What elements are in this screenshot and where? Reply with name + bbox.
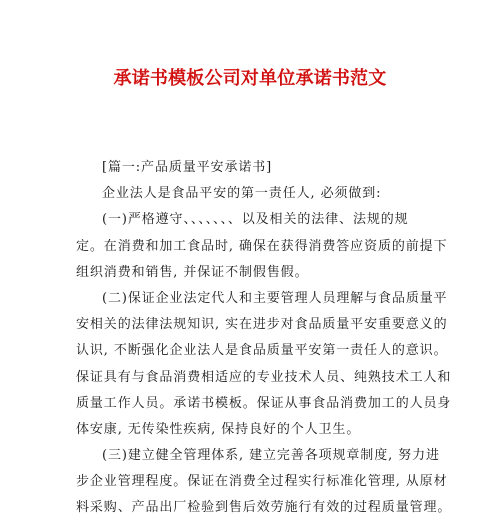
body-line: 认识, 不断强化企业法人是食品质量平安第一责任人的意识。	[76, 343, 448, 359]
body-line: 定。在消费和加工食品时, 确保在获得消费答应资质的前提下	[76, 238, 448, 254]
body-line: 料采购、产品出厂检验到售后效劳施行有效的过程质量管理。	[76, 500, 452, 516]
body-line: 保证具有与食品消费相适应的专业技术人员、纯熟技术工人和	[76, 369, 452, 385]
body-line: (三)建立健全管理体系, 建立完善各项规章制度, 努力进	[102, 448, 440, 464]
body-line: 安相关的法律法规知识, 实在进步对食品质量平安重要意义的	[76, 317, 448, 333]
body-line: 组织消费和销售, 并保证不制假售假。	[76, 264, 309, 280]
body-line: 企业法人是食品平安的第一责任人, 必须做到:	[102, 186, 382, 202]
body-line: 步企业管理程度。保证在消费全过程实行标准化管理, 从原材	[76, 474, 448, 490]
body-line: 质量工作人员。承诺书模板。保证从事食品消费加工的人员身	[76, 395, 452, 411]
body-line: [篇一:产品质量平安承诺书]	[102, 160, 273, 175]
document-body	[76, 155, 452, 522]
body-line: 体安康, 无传染性疾病, 保持良好的个人卫生。	[76, 421, 361, 437]
body-line: (一)严格遵守、、、、、、、以及相关的法律、法规的规	[102, 212, 409, 228]
body-line: (二)保证企业法定代人和主要管理人员理解与食品质量平	[102, 290, 448, 306]
document-title: 承诺书模板公司对单位承诺书范文	[113, 68, 387, 89]
